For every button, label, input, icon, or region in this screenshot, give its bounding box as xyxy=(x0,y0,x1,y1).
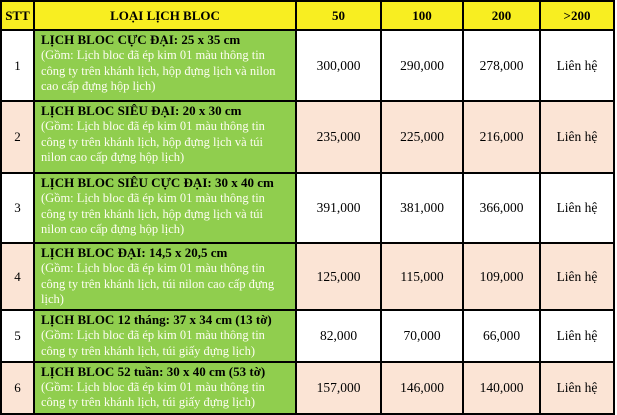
price-cell-50: 300,000 xyxy=(296,30,381,101)
price-cell-200: 216,000 xyxy=(463,101,540,173)
row-number: 1 xyxy=(1,30,34,101)
row-number: 3 xyxy=(1,173,34,243)
price-cell-50: 391,000 xyxy=(296,173,381,243)
price-cell-100: 381,000 xyxy=(381,173,463,243)
table-row xyxy=(1,243,614,310)
price-cell-over-200: Liên hệ xyxy=(540,310,614,362)
product-description: (Gồm: Lịch bloc đã ép kim 01 màu thông tin công ty trên khánh lịch, hộp đựng lịch và túi nilon cao cấp đựng hộp lịch) xyxy=(41,119,265,164)
row-number: 2 xyxy=(1,101,34,173)
table-row xyxy=(1,310,614,362)
product-title: LỊCH BLOC ĐẠI: 14,5 x 20,5 cm xyxy=(41,245,228,260)
price-cell-over-200: Liên hệ xyxy=(540,30,614,101)
price-cell-50: 157,000 xyxy=(296,362,381,414)
header-cell-qty-50: 50 xyxy=(296,1,381,30)
header-cell-type: LOẠI LỊCH BLOC xyxy=(34,1,296,30)
price-cell-200: 366,000 xyxy=(463,173,540,243)
row-number: 4 xyxy=(1,243,34,310)
product-cell xyxy=(34,310,296,362)
product-description: (Gồm: Lịch bloc đã ép kim 01 màu thông tin công ty trên khánh lịch, túi giấy đựng lịch) xyxy=(41,328,265,358)
product-description: (Gồm: Lịch bloc đã ép kim 01 màu thông tin công ty trên khánh lịch, hộp đựng lịch và túi nilon cao cấp đựng hộp lịch) xyxy=(41,191,265,236)
price-cell-100: 225,000 xyxy=(381,101,463,173)
price-cell-100: 146,000 xyxy=(381,362,463,414)
price-cell-50: 235,000 xyxy=(296,101,381,173)
price-cell-100: 115,000 xyxy=(381,243,463,310)
product-title: LỊCH BLOC SIÊU CỰC ĐẠI: 30 x 40 cm xyxy=(41,175,274,190)
price-cell-200: 66,000 xyxy=(463,310,540,362)
table-row xyxy=(1,173,614,243)
product-title: LỊCH BLOC CỰC ĐẠI: 25 x 35 cm xyxy=(41,32,241,47)
product-description: (Gồm: Lịch bloc đã ép kim 01 màu thông tin công ty trên khánh lịch, túi nilon cao cấp đựng lịch) xyxy=(41,261,275,306)
header-cell-stt: STT xyxy=(1,1,34,30)
product-title: LỊCH BLOC 52 tuần: 30 x 40 cm (53 tờ) xyxy=(41,363,266,379)
product-cell xyxy=(34,30,296,101)
price-cell-50: 125,000 xyxy=(296,243,381,310)
header-cell-qty-over-200: >200 xyxy=(540,1,614,30)
price-cell-50: 82,000 xyxy=(296,310,381,362)
product-cell xyxy=(34,243,296,310)
product-title: LỊCH BLOC SIÊU ĐẠI: 20 x 30 cm xyxy=(41,103,242,118)
header-row xyxy=(1,1,614,30)
row-number: 5 xyxy=(1,310,34,362)
price-cell-over-200: Liên hệ xyxy=(540,101,614,173)
table-row xyxy=(1,101,614,173)
row-number: 6 xyxy=(1,362,34,414)
product-cell xyxy=(34,173,296,243)
table-row xyxy=(1,30,614,101)
price-cell-over-200: Liên hệ xyxy=(540,243,614,310)
header-cell-qty-200: 200 xyxy=(463,1,540,30)
price-cell-100: 290,000 xyxy=(381,30,463,101)
price-cell-200: 140,000 xyxy=(463,362,540,414)
price-cell-over-200: Liên hệ xyxy=(540,362,614,414)
price-cell-over-200: Liên hệ xyxy=(540,173,614,243)
price-cell-100: 70,000 xyxy=(381,310,463,362)
product-title: LỊCH BLOC 12 tháng: 37 x 34 cm (13 tờ) xyxy=(41,312,272,327)
price-cell-200: 109,000 xyxy=(463,243,540,310)
table-row xyxy=(1,362,614,414)
product-description: (Gồm: Lịch bloc đã ép kim 01 màu thông tin công ty trên khánh lịch, hộp đựng lịch và nilon cao cấp đựng hộp lịch) xyxy=(41,48,276,93)
price-cell-200: 278,000 xyxy=(463,30,540,101)
product-cell xyxy=(34,362,296,414)
product-cell xyxy=(34,101,296,173)
header-cell-qty-100: 100 xyxy=(381,1,463,30)
product-description: (Gồm: Lịch bloc đã ép kim 01 màu thông tin công ty trên khánh lịch, túi giấy đựng lịch) xyxy=(41,380,265,410)
